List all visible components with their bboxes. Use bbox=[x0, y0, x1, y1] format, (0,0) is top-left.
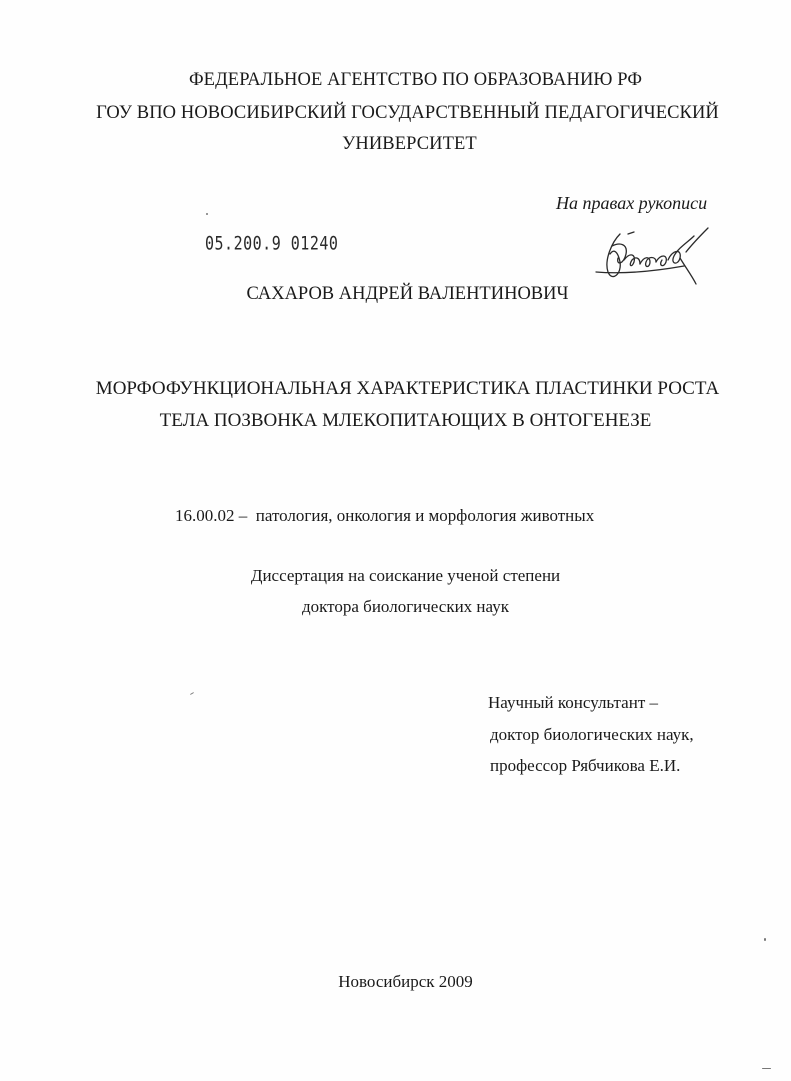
scan-speck bbox=[762, 1068, 771, 1069]
author-name: САХАРОВ АНДРЕЙ ВАЛЕНТИНОВИЧ bbox=[246, 284, 569, 304]
manuscript-note: На правах рукописи bbox=[556, 193, 708, 213]
scan-speck bbox=[206, 213, 208, 215]
specialty-code: 16.00.02 – патология, онкология и морфология животных bbox=[175, 506, 595, 525]
consultant-role: Научный консультант – bbox=[488, 693, 658, 712]
consultant-degree: доктор биологических наук, bbox=[490, 725, 694, 744]
dissertation-type: Диссертация на соискание ученой степени bbox=[250, 566, 561, 585]
scan-speck bbox=[764, 938, 766, 941]
consultant-name: профессор Рябчикова Е.И. bbox=[490, 756, 681, 775]
thesis-title-continued: ТЕЛА ПОЗВОНКА МЛЕКОПИТАЮЩИХ В ОНТОГЕНЕЗЕ bbox=[159, 410, 652, 431]
thesis-title: МОРФОФУНКЦИОНАЛЬНАЯ ХАРАКТЕРИСТИКА ПЛАСТИНКИ РОСТА bbox=[95, 378, 720, 399]
registration-stamp-number: 05.200.9 01240 bbox=[205, 232, 339, 255]
dissertation-degree: доктора биологических наук bbox=[302, 597, 509, 616]
agency-heading: ФЕДЕРАЛЬНОЕ АГЕНТСТВО ПО ОБРАЗОВАНИЮ РФ bbox=[188, 70, 643, 90]
scan-speck bbox=[190, 692, 194, 695]
university-heading: ГОУ ВПО НОВОСИБИРСКИЙ ГОСУДАРСТВЕННЫЙ ПЕДАГОГИЧЕСКИЙ bbox=[96, 103, 719, 123]
city-year: Новосибирск 2009 bbox=[338, 972, 473, 991]
university-heading-continued: УНИВЕРСИТЕТ bbox=[342, 134, 477, 154]
signature-icon bbox=[590, 212, 720, 292]
